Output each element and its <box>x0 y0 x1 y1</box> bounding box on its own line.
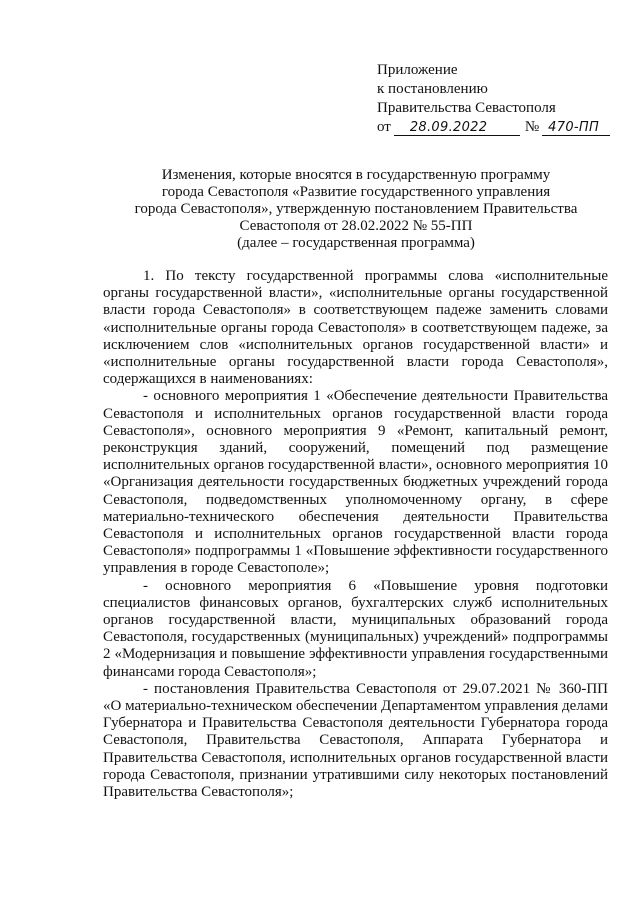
title-line-5: (далее – государственная программа) <box>237 235 475 251</box>
document-title <box>96 167 616 252</box>
paragraph-2: - основного мероприятия 1 «Обеспечение деятельности Правительства Севастополя и исполнительных органов государственной власти города Севастополя», основного мероприятия 9 «Ремонт, капитальный ремонт, реконструкция зданий, сооружений, помещений под размещение исполнительных органов государственной власти», основного мероприятия 10 «Организация деятельности государственных бюджетных учреждений города Севастополя, подведомственных уполномоченному органу, в сфере материально-технического обеспечения деятельности Правительства Севастополя и исполнительных органов государственной власти города Севастополя» подпрограммы 1 «Повышение эффективности государственного управления в городе Севастополе»; <box>103 388 608 577</box>
paragraph-4: - постановления Правительства Севастополя от 29.07.2021 № 360-ПП «О материально-техническом обеспечении Департаментом управления делами Губернатора и Правительства Севастополя деятельности Губернатора города Севастополя, Правительства Севастополя, Аппарата Губернатора и Правительства Севастополя, исполнительных органов государственной власти города Севастополя, признании утратившими силу некоторых постановлений Правительства Севастополя»; <box>103 680 608 801</box>
appendix-block <box>377 61 617 137</box>
date-prefix: от <box>377 119 391 135</box>
appendix-line-2: к постановлению <box>377 81 488 97</box>
title-line-4: Севастополя от 28.02.2022 № 55-ПП <box>239 218 473 234</box>
paragraph-1: 1. По тексту государственной программы слова «исполнительные органы государственной власти», «исполнительные органы государственной власти города Севастополя» в соответствующем падеже заменить словами «исполнительные органы города Севастополя» в соответствующем падеже, за исключением слов «исполнительных органов государственной власти» и «исполнительные органы государственной власти города Севастополя», содержащихся в наименованиях: <box>103 268 608 388</box>
handwritten-number: 470-ПП <box>542 120 610 136</box>
document-body <box>103 268 608 801</box>
appendix-date-row <box>377 118 617 137</box>
handwritten-date: 28.09.2022 <box>394 120 520 136</box>
title-line-3: города Севастополя», утвержденную постановлением Правительства <box>134 201 578 217</box>
paragraph-3: - основного мероприятия 6 «Повышение уровня подготовки специалистов финансовых органов, бухгалтерских служб исполнительных органов государственной власти, муниципальных образований города Севастополя, государственных (муниципальных) учреждений» подпрограммы 2 «Модернизация и повышение эффективности управления государственными финансами города Севастополя»; <box>103 577 608 680</box>
number-prefix: № <box>524 119 540 135</box>
appendix-line-3: Правительства Севастополя <box>377 100 556 116</box>
title-line-1: Изменения, которые вносятся в государственную программу <box>161 167 551 183</box>
title-line-2: города Севастополя «Развитие государственного управления <box>161 184 551 200</box>
appendix-line-1: Приложение <box>377 62 458 78</box>
